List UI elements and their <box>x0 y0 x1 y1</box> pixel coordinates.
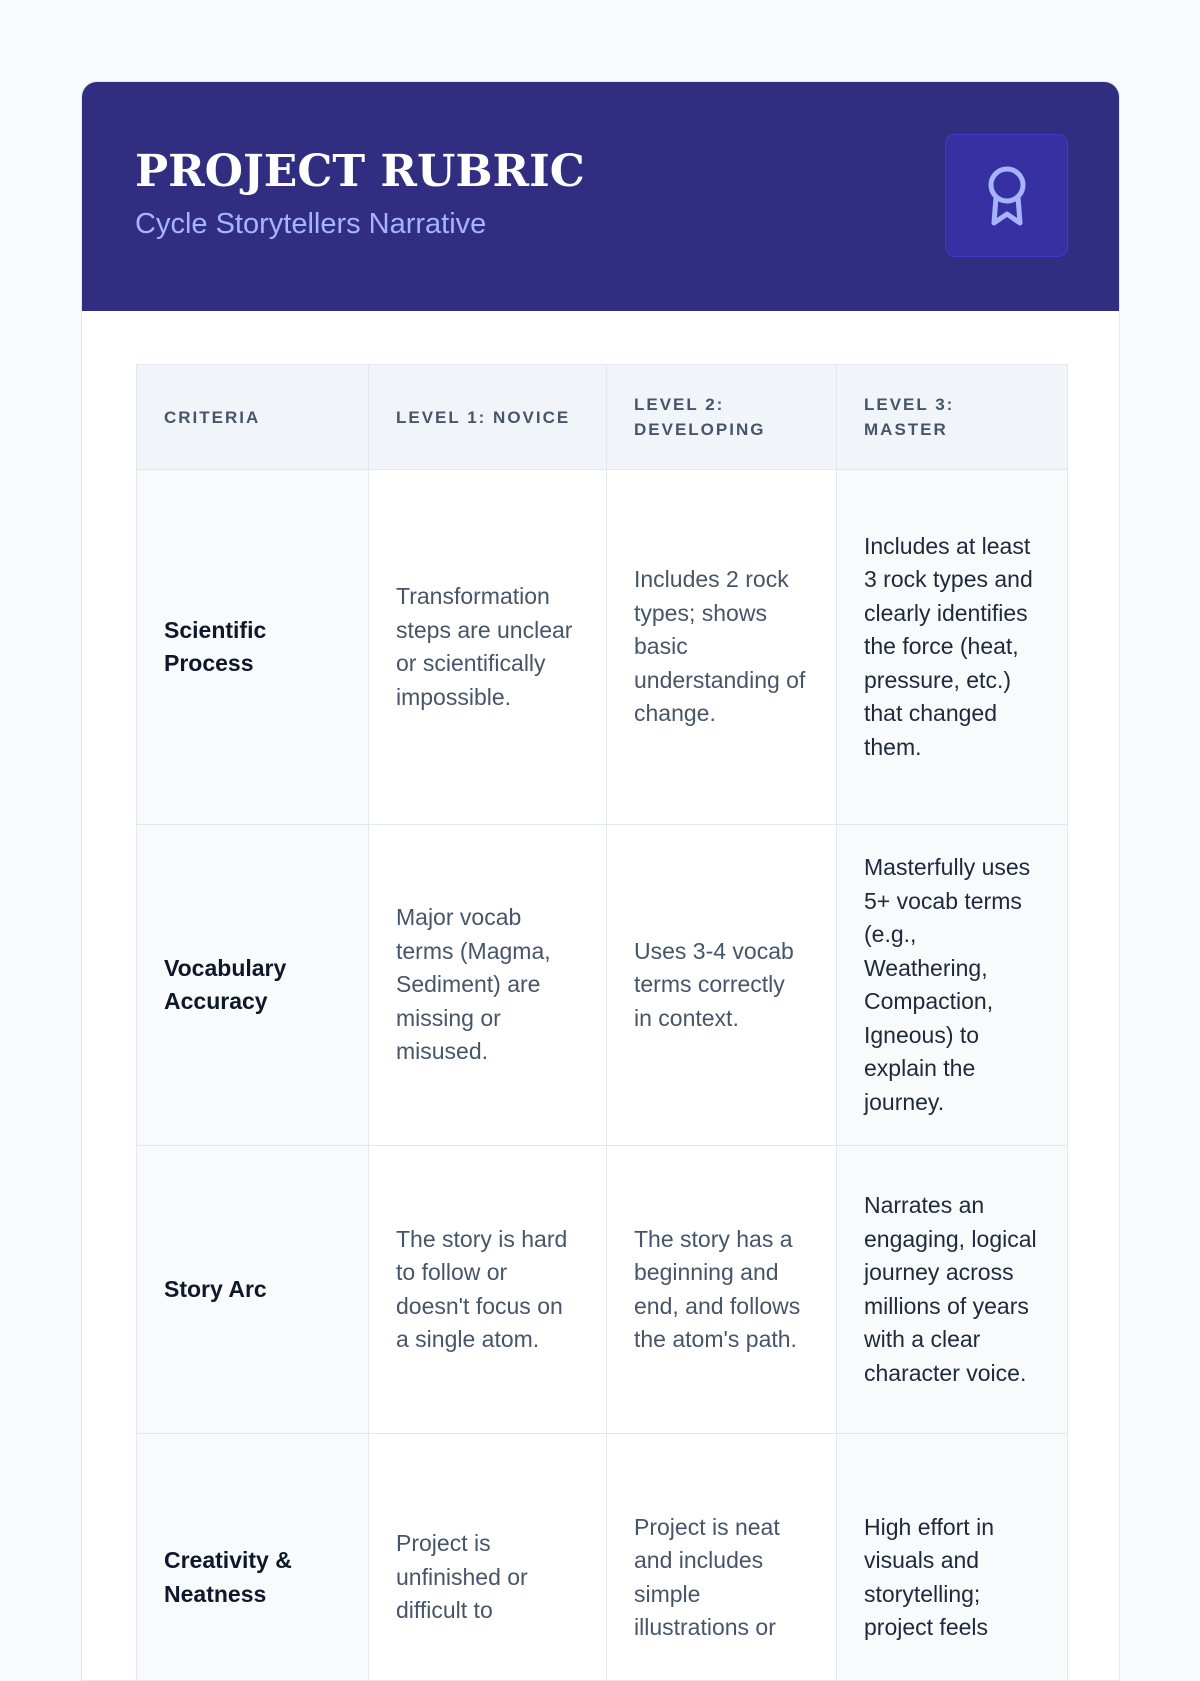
criteria-cell: Scientific Process <box>137 470 369 825</box>
novice-cell: Major vocab terms (Magma, Sediment) are missing or misused. <box>369 825 607 1146</box>
criteria-cell: Story Arc <box>137 1146 369 1434</box>
column-header-criteria: CRITERIA <box>137 365 369 470</box>
novice-cell: Project is unfinished or difficult to <box>369 1434 607 1681</box>
column-header-developing: LEVEL 2: DEVELOPING <box>607 365 837 470</box>
criteria-cell: Creativity & Neatness <box>137 1434 369 1681</box>
developing-cell: Includes 2 rock types; shows basic understanding of change. <box>607 470 837 825</box>
table-row <box>137 825 1068 1146</box>
table-header-row <box>137 365 1068 470</box>
rubric-table <box>136 364 1068 1681</box>
column-header-master: LEVEL 3: MASTER <box>837 365 1068 470</box>
developing-cell: The story has a beginning and end, and follows the atom's path. <box>607 1146 837 1434</box>
award-ribbon-icon <box>981 163 1033 229</box>
page-subtitle: Cycle Storytellers Narrative <box>135 206 486 242</box>
master-cell: Includes at least 3 rock types and clearly identifies the force (heat, pressure, etc.) that changed them. <box>837 470 1068 825</box>
table-row <box>137 1434 1068 1681</box>
developing-cell: Uses 3-4 vocab terms correctly in context. <box>607 825 837 1146</box>
table-row <box>137 470 1068 825</box>
column-header-novice: LEVEL 1: NOVICE <box>369 365 607 470</box>
rubric-card <box>81 81 1120 1681</box>
table-row <box>137 1146 1068 1434</box>
master-cell: Narrates an engaging, logical journey across millions of years with a clear character voice. <box>837 1146 1068 1434</box>
rubric-header <box>82 82 1119 311</box>
criteria-cell: Vocabulary Accuracy <box>137 825 369 1146</box>
master-cell: High effort in visuals and storytelling; project feels <box>837 1434 1068 1681</box>
master-cell: Masterfully uses 5+ vocab terms (e.g., Weathering, Compaction, Igneous) to explain the journey. <box>837 825 1068 1146</box>
award-badge <box>945 134 1068 257</box>
page-title: PROJECT RUBRIC <box>135 146 585 198</box>
novice-cell: Transformation steps are unclear or scientifically impossible. <box>369 470 607 825</box>
developing-cell: Project is neat and includes simple illustrations or <box>607 1434 837 1681</box>
novice-cell: The story is hard to follow or doesn't focus on a single atom. <box>369 1146 607 1434</box>
